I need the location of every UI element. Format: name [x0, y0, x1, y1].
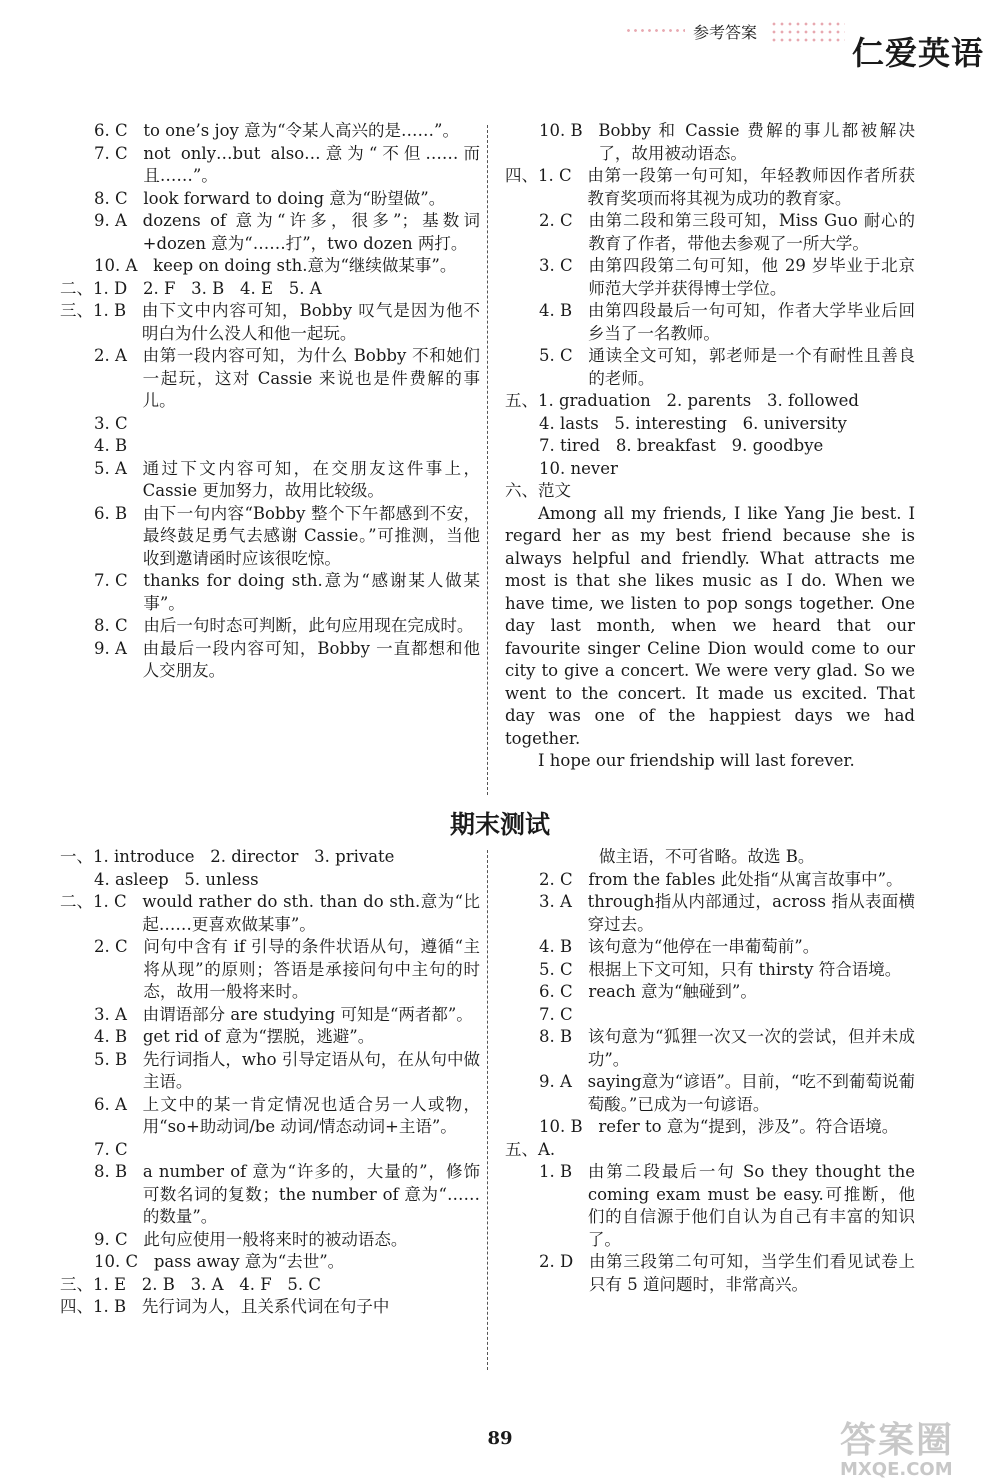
answer-item — [505, 255, 915, 300]
answer-item — [60, 846, 480, 869]
answer-item — [60, 120, 480, 143]
answer-explanation: 先行词为人，且关系代词在句子中 — [141, 1297, 390, 1316]
answer-number: 8. C — [94, 616, 144, 635]
answer-item — [60, 300, 480, 345]
answer-explanation: reach 意为“触碰到”。 — [588, 982, 757, 1001]
answer-number: 10. A — [94, 256, 154, 275]
answer-number: 7. C — [94, 571, 144, 590]
answer-number: 8. B — [539, 1027, 588, 1046]
answer-explanation: 上文中的某一肯定情况也适合另一人或物，用“so+助动词/be 动词/情态动词+主语”。 — [142, 1094, 480, 1136]
answer-item — [60, 1004, 480, 1027]
answer-number: 3. C — [94, 413, 128, 433]
answer-item — [60, 210, 480, 255]
answer-number: 四、1. C — [505, 166, 588, 185]
answer-number: 四、1. B — [60, 1297, 142, 1316]
answer-number: 4. lasts 5. interesting 6. university — [539, 413, 847, 433]
answer-number: 三、1. E 2. B 3. A 4. F 5. C — [60, 1274, 322, 1294]
answer-number: 二、1. D 2. F 3. B 4. E 5. A — [60, 278, 322, 298]
answer-item — [505, 1004, 915, 1027]
model-essay — [505, 503, 915, 773]
answer-number: 6. B — [94, 503, 143, 523]
answer-explanation: 由第二段最后一句 So they thought the coming exam must be easy.可推断，他们的自信源于他们自认为自己有丰富的知识了。 — [587, 1162, 915, 1249]
answer-explanation — [573, 1004, 915, 1027]
answer-explanation: saying意为“谚语”。目前，“吃不到葡萄说葡萄酸。”已成为一句谚语。 — [587, 1072, 915, 1114]
answer-item — [505, 846, 915, 869]
answer-item — [505, 413, 915, 436]
answer-explanation: dozens of 意为“许多，很多”；基数词+dozen 意为“……打”，two dozen 两打。 — [142, 211, 480, 253]
answer-item — [60, 435, 480, 458]
watermark-url: MXQE.COM — [840, 1459, 953, 1480]
answer-number: 4. B — [94, 1027, 143, 1046]
answer-number: 五、1. graduation 2. parents 3. followed — [505, 391, 859, 410]
answer-explanation — [127, 435, 480, 458]
answer-number: 9. A — [94, 638, 143, 658]
essay-paragraph: Among all my friends, I like Yang Jie best. I regard her as my best friend because she is always helpful and friendly. What attracts me most is that she likes music as I do. When we have time, we listen to pop songs together. One day last month, when we heard that our favourite singer Celine Dion would come to our city to give a concert. We were very glad. So we went to the concert. It made us excited. That day was one of the happiest days we had together. — [505, 503, 915, 748]
watermark-text: 答案圈 — [840, 1420, 955, 1461]
answer-item — [505, 959, 915, 982]
answer-item — [505, 1139, 915, 1162]
answer-number: 9. C — [94, 1229, 144, 1249]
answer-item — [60, 1161, 480, 1229]
answer-item — [505, 165, 915, 210]
answer-explanation: 做主语，不可省略。故选 B。 — [599, 847, 815, 866]
answer-item — [505, 1161, 915, 1251]
answer-explanation — [847, 413, 915, 436]
answer-explanation: 由第二段和第三段可知，Miss Guo 耐心的教育了作者，带他去参观了一所大学。 — [588, 211, 915, 253]
answer-explanation — [859, 390, 915, 413]
answer-number: 6. A — [94, 1094, 143, 1114]
answer-item — [60, 936, 480, 1004]
answer-item — [60, 458, 480, 503]
answer-explanation — [321, 1274, 480, 1297]
essay-paragraph: I hope our friendship will last forever. — [538, 751, 855, 770]
column-divider — [487, 850, 488, 1370]
answer-explanation: 通读全文可知，郭老师是一个有耐性且善良的老师。 — [588, 346, 915, 388]
answer-number: 10. B — [539, 121, 599, 140]
answer-number: 4. B — [94, 436, 128, 455]
answer-explanation: 由第一段内容可知，为什么 Bobby 不和她们一起玩，这对 Cassie 来说也是件费解的事儿。 — [142, 346, 480, 410]
answer-explanation: look forward to doing 意为“盼望做”。 — [143, 188, 446, 208]
answer-item — [505, 1116, 915, 1139]
answer-number: 7. C — [539, 1004, 573, 1024]
answer-item — [505, 1071, 915, 1116]
answer-number: 5. A — [94, 458, 143, 478]
answer-number: 8. C — [94, 188, 144, 208]
answer-number: 10. C — [94, 1252, 154, 1271]
answer-number: 5. B — [94, 1049, 143, 1069]
answer-number: 7. tired 8. breakfast 9. goodbye — [539, 436, 824, 455]
answer-item — [60, 143, 480, 188]
answer-item — [60, 1139, 480, 1162]
answer-explanation: 根据上下文可知，只有 thirsty 符合语境。 — [588, 959, 902, 979]
answer-item — [60, 869, 480, 892]
answer-explanation: from the fables 此处指“从寓言故事中”。 — [588, 869, 903, 889]
header-label: 参考答案 — [693, 23, 758, 42]
answer-item — [60, 570, 480, 615]
answer-explanation: 由第一段第一句可知，年轻教师因作者所获教育奖项而将其视为成功的教育家。 — [587, 166, 915, 208]
answer-item — [505, 936, 915, 959]
answer-explanation: 此句应使用一般将来时的被动语态。 — [143, 1229, 408, 1249]
answer-explanation: 通过下文内容可知，在交朋友这件事上，Cassie 更加努力，故用比较级。 — [142, 458, 480, 500]
answer-number: 2. C — [539, 211, 589, 230]
answer-number: 10. B — [539, 1117, 599, 1136]
section-title: 期末测试 — [449, 810, 550, 839]
answer-item — [60, 615, 480, 638]
answer-explanation: 由第四段第二句可知，他 29 岁毕业于北京师范大学并获得博士学位。 — [588, 256, 915, 298]
answer-explanation — [128, 1139, 480, 1162]
answer-number: 3. A — [539, 892, 588, 911]
answer-item — [60, 1026, 480, 1049]
bottom-right-answers — [505, 846, 915, 1296]
answer-explanation: refer to 意为“提到，涉及”。符合语境。 — [598, 1117, 899, 1136]
header-dots-decoration — [770, 20, 845, 44]
answer-number: 5. C — [539, 346, 589, 365]
answer-explanation — [394, 846, 480, 869]
answer-explanation: thanks for doing sth.意为“感谢某人做某事”。 — [143, 571, 480, 613]
page-number: 89 — [487, 1428, 513, 1449]
answer-item — [505, 390, 915, 413]
bottom-left-answers — [60, 846, 480, 1319]
answer-number: 六、范文 — [505, 481, 571, 500]
answer-number: 7. C — [94, 143, 144, 163]
answer-explanation: to one’s joy 意为“令某人高兴的是……”。 — [143, 121, 459, 140]
answer-number: 2. D — [539, 1252, 589, 1271]
answer-explanation: 该句意为“狐狸一次又一次的尝试，但并未成功”。 — [587, 1027, 915, 1069]
answer-explanation: 由下文中内容可知，Bobby 叹气是因为他不明白为什么没人和他一起玩。 — [141, 301, 480, 343]
answer-explanation — [322, 278, 480, 301]
answer-number: 2. A — [94, 346, 143, 365]
answer-item — [505, 300, 915, 345]
answer-item — [60, 255, 480, 278]
answer-item — [60, 503, 480, 571]
answer-explanation: Bobby 和 Cassie 费解的事儿都被解决了，故用被动语态。 — [598, 121, 915, 163]
answer-item — [60, 1274, 480, 1297]
answer-number: 3. A — [94, 1004, 143, 1024]
answer-item — [505, 345, 915, 390]
answer-item — [505, 210, 915, 255]
answer-explanation: a number of 意为“许多的，大量的”，修饰可数名词的复数；the number of 意为“……的数量”。 — [142, 1162, 480, 1226]
answer-explanation: through指从内部通过，across 指从表面横穿过去。 — [587, 892, 915, 934]
answer-explanation: 由谓语部分 are studying 可知是“两者都”。 — [142, 1004, 473, 1024]
header-brand: 仁爱英语 — [852, 34, 985, 72]
answer-explanation: 由下一句内容“Bobby 整个下午都感到不安，最终鼓足勇气去感谢 Cassie。”可推测，当他收到邀请函时应该很吃惊。 — [142, 503, 480, 568]
top-left-answers — [60, 120, 480, 683]
answer-explanation: would rather do sth. than do sth.意为“比起……更喜欢做某事”。 — [142, 892, 480, 934]
answer-item — [60, 1229, 480, 1252]
answer-number: 4. B — [539, 937, 588, 956]
answer-item — [505, 1251, 915, 1296]
answer-item — [60, 278, 480, 301]
answer-number: 2. C — [94, 937, 144, 956]
answer-number: 一、1. introduce 2. director 3. private — [60, 847, 395, 866]
answer-item — [60, 1296, 480, 1319]
answer-number: 7. C — [94, 1139, 128, 1159]
answer-explanation: 由第四段最后一句可知，作者大学毕业后回乡当了一名教师。 — [587, 301, 915, 343]
answer-item — [60, 345, 480, 413]
answer-item — [60, 891, 480, 936]
answer-explanation: 由第三段第二句可知，当学生们看见试卷上只有 5 道问题时，非常高兴。 — [588, 1252, 915, 1294]
answer-number: 三、1. B — [60, 301, 142, 320]
answer-number: 2. C — [539, 869, 589, 889]
answer-explanation — [259, 869, 480, 892]
answer-number: 4. B — [539, 301, 588, 320]
watermark-logo — [840, 1412, 990, 1480]
answer-explanation — [128, 413, 480, 436]
answer-number: 6. C — [94, 121, 144, 140]
answer-explanation — [618, 458, 915, 481]
answer-item — [505, 891, 915, 936]
answer-number: 10. never — [539, 458, 618, 478]
answer-explanation: 由后一句时态可判断，此句应用现在完成时。 — [143, 616, 474, 635]
answer-number: 4. asleep 5. unless — [94, 869, 259, 889]
answer-explanation: 由最后一段内容可知，Bobby 一直都想和他人交朋友。 — [142, 638, 480, 680]
top-right-answers — [505, 120, 915, 773]
answer-item — [60, 1251, 480, 1274]
answer-item — [60, 1049, 480, 1094]
answer-item — [505, 869, 915, 892]
answer-number: 5. C — [539, 959, 589, 979]
answer-explanation — [823, 435, 915, 458]
answer-item — [60, 1094, 480, 1139]
answer-item — [60, 638, 480, 683]
answer-item — [60, 413, 480, 436]
answer-number: 9. A — [539, 1072, 588, 1091]
answer-explanation: keep on doing sth.意为“继续做某事”。 — [153, 256, 457, 275]
answer-number: 五、A. — [505, 1139, 556, 1159]
answer-item — [505, 1026, 915, 1071]
answer-item — [505, 458, 915, 481]
answer-number: 9. A — [94, 211, 143, 230]
answer-explanation: not only…but also…意为“不但……而且……”。 — [143, 143, 480, 185]
answer-number: 6. C — [539, 982, 589, 1001]
answer-explanation — [571, 480, 915, 503]
answer-explanation: pass away 意为“去世”。 — [153, 1252, 345, 1271]
answer-explanation: 先行词指人，who 引导定语从句，在从句中做主语。 — [142, 1049, 480, 1091]
answer-explanation: 该句意为“他停在一串葡萄前”。 — [587, 937, 820, 956]
answer-explanation: 问句中含有 if 引导的条件状语从句，遵循“主将从现”的原则；答语是承接问句中主句的时态，故用一般将来时。 — [143, 937, 480, 1001]
answer-item — [505, 480, 915, 503]
answer-number: 8. B — [94, 1162, 143, 1181]
answer-number: 二、1. C — [60, 892, 143, 911]
answer-item — [505, 120, 915, 165]
answer-item — [60, 188, 480, 211]
answer-number: 1. B — [539, 1162, 588, 1181]
answer-item — [505, 981, 915, 1004]
column-divider — [487, 125, 488, 795]
answer-explanation — [555, 1139, 915, 1162]
answer-item — [505, 435, 915, 458]
answer-explanation: get rid of 意为“摆脱，逃避”。 — [142, 1027, 375, 1046]
answer-number: 3. C — [539, 256, 589, 275]
header-dots-decoration — [625, 27, 685, 35]
